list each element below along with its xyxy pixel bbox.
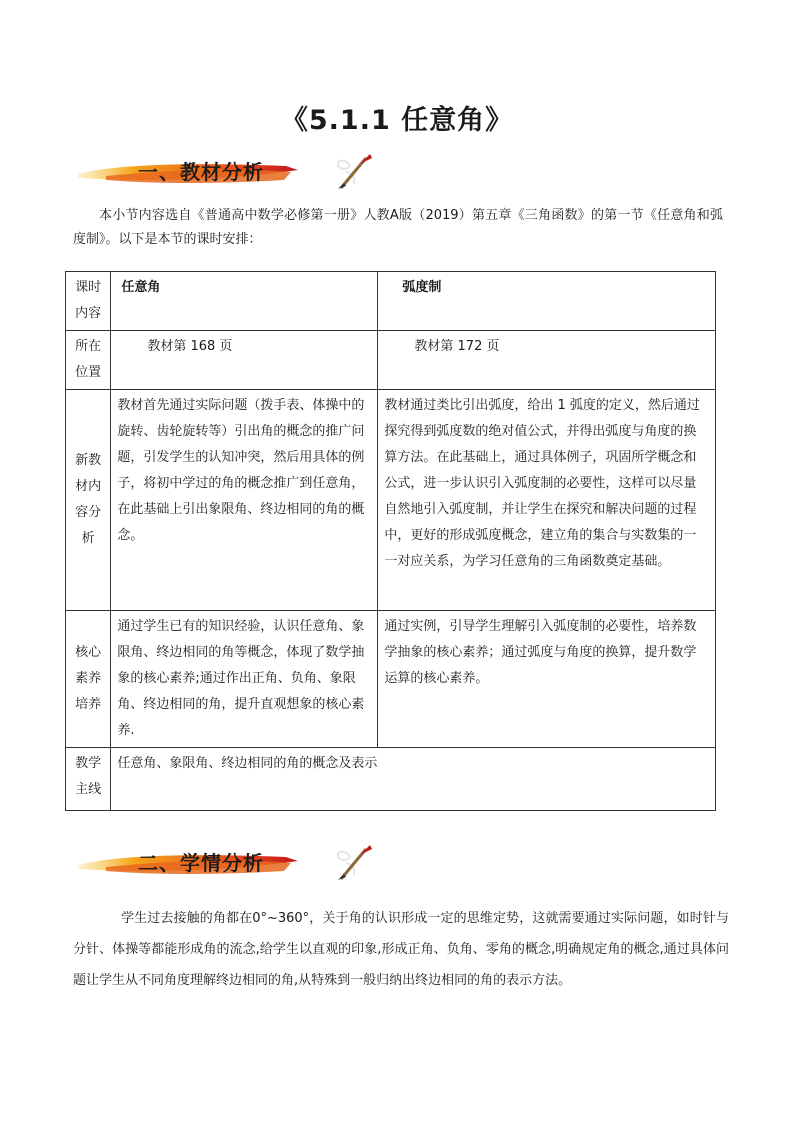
row-label: 所在位置 — [66, 331, 111, 390]
table-cell: 通过学生已有的知识经验，认识任意角、象限角、终边相同的角等概念，体现了数学抽象的核心素养;通过作出正角、负角、象限角、终边相同的角，提升直观想象的核心素养. — [111, 611, 378, 748]
table-row — [66, 272, 716, 331]
table-cell: 教材第 168 页 — [111, 331, 378, 390]
row-label: 核心素养培养 — [66, 611, 111, 748]
section-banner-student-analysis — [76, 843, 376, 883]
row-label: 课时内容 — [66, 272, 111, 331]
table-cell: 教材通过类比引出弧度，给出 1 弧度的定义，然后通过探究得到弧度数的绝对值公式，并得出弧度与角度的换算方法。在此基础上，通过具体例子，巩固所学概念和公式，进一步认识引入弧度制的必要性，这样可以尽量自然地引入弧度制，并让学生在探究和解决问题的过程中，更好的形成弧度概念，建立角的集合与实数集的一一对应关系，为学习任意角的三角函数奠定基础。 — [378, 390, 716, 611]
student-analysis-paragraph: 学生过去接触的角都在0°~360°，关于角的认识形成一定的思维定势，这就需要通过实际问题，如时针与分针、体操等都能形成角的流念,给学生以直观的印象,形成正角、负角、零角的概念,明确规定角的概念,通过具体问题让学生从不同角度理解终边相同的角,从特殊到一般归纳出终边相同的角的表示方法。 — [73, 911, 729, 988]
table-row — [66, 390, 716, 611]
table-cell: 教材第 172 页 — [378, 331, 716, 390]
table-cell-merged: 任意角、象限角、终边相同的角的概念及表示 — [111, 748, 716, 811]
row-label: 新教材内容分析 — [66, 390, 111, 611]
document-title: 《5.1.1 任意角》 — [280, 105, 514, 136]
table-row — [66, 331, 716, 390]
row-label: 教学主线 — [66, 748, 111, 811]
table-cell: 通过实例，引导学生理解引入弧度制的必要性，培养数学抽象的核心素养；通过弧度与角度的换算，提升数学运算的核心素养。 — [378, 611, 716, 748]
section-banner-textbook-analysis — [76, 152, 376, 192]
table-row — [66, 611, 716, 748]
table-row — [66, 748, 716, 811]
section-heading: 一、教材分析 — [138, 160, 264, 184]
table-cell: 教材首先通过实际问题（拨手表、体操中的旋转、齿轮旋转等）引出角的概念的推广问题，引发学生的认知冲突，然后用具体的例子，将初中学过的角的概念推广到任意角，在此基础上引出象限角、终边相同的角的概念。 — [111, 390, 378, 611]
table-cell: 弧度制 — [378, 272, 716, 331]
intro-paragraph: 本小节内容选自《普通高中数学必修第一册》人教A版（2019）第五章《三角函数》的第一节《任意角和弧度制》。以下是本节的课时安排： — [73, 208, 723, 247]
table-cell: 任意角 — [111, 272, 378, 331]
section-heading: 二、学情分析 — [138, 851, 264, 875]
lesson-plan-table — [65, 271, 716, 811]
